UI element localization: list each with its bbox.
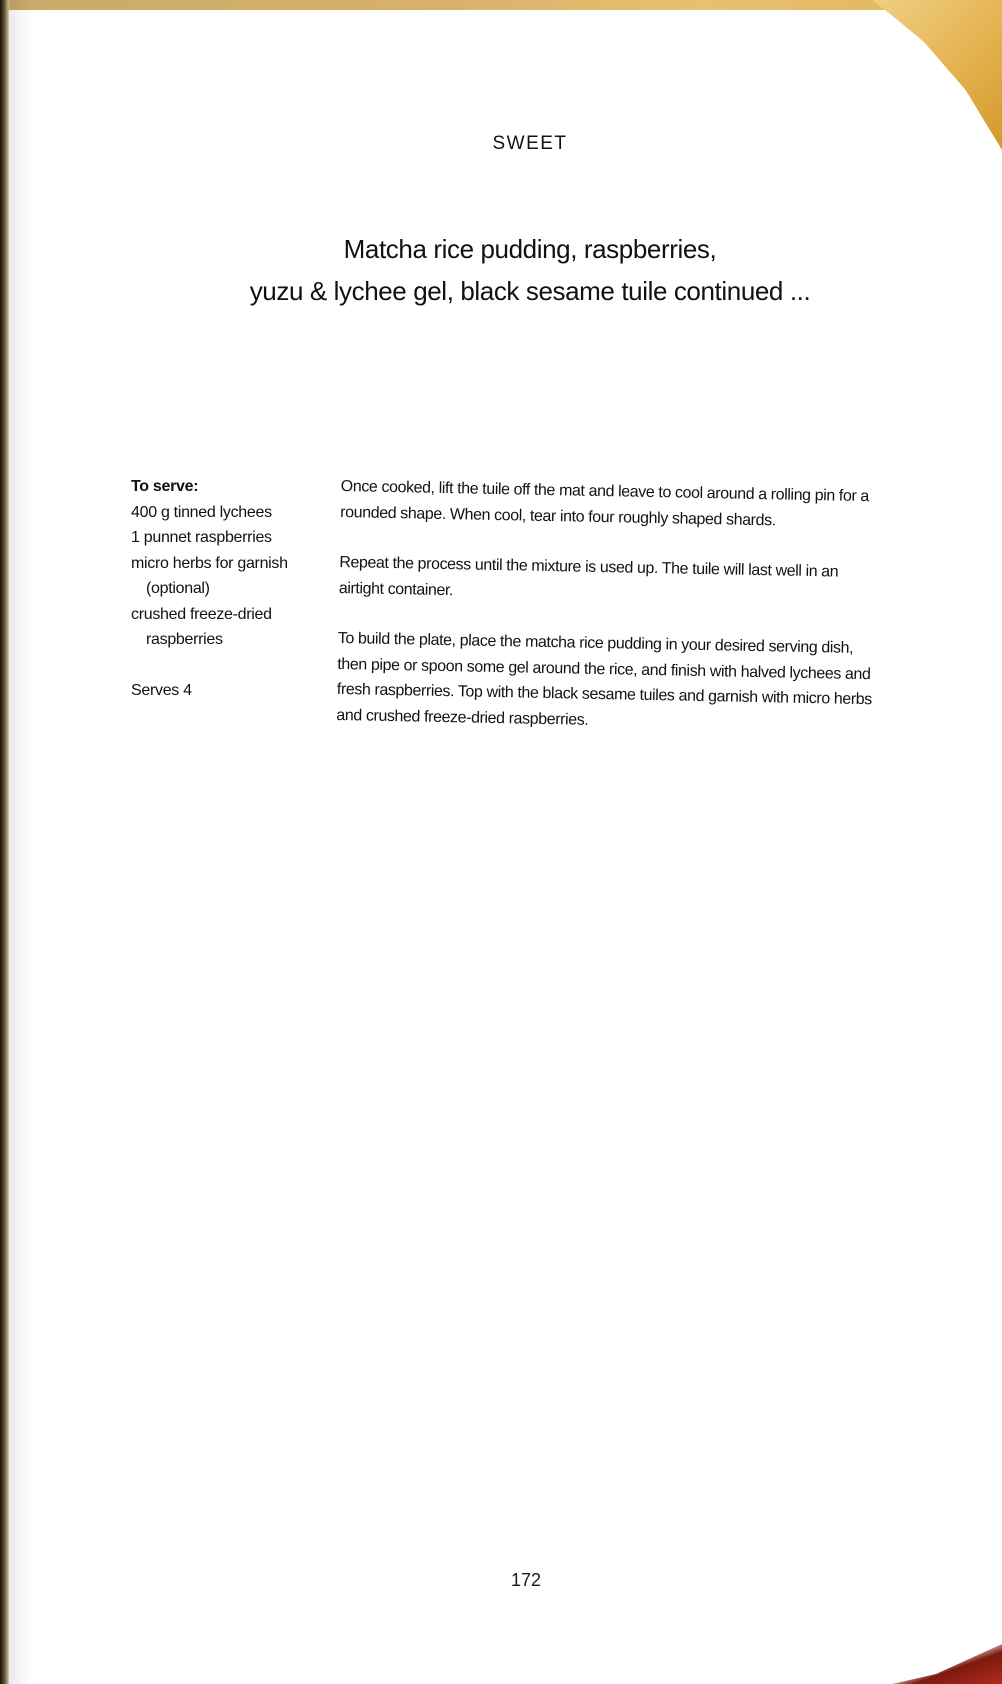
backdrop-top-edge (0, 0, 1002, 10)
ingredients-heading: To serve: (131, 478, 199, 495)
serves-count: Serves 4 (131, 681, 192, 699)
recipe-title-line-1: Matcha rice pudding, raspberries, (343, 234, 717, 264)
recipe-title (0, 228, 1002, 312)
method-paragraph: Repeat the process until the mixture is used up. The tuile will last well in an airtight container. (338, 553, 839, 599)
section-label: SWEET (492, 133, 568, 154)
method-paragraph: To build the plate, place the matcha rice pudding in your desired serving dish, then pipe or spoon some gel around the rice, and finish with halved lychees and fresh raspberries. Top with the black sesame tuiles and garnish with micro herbs and crushed freeze-dried raspberries. (336, 629, 873, 729)
method-column (336, 474, 883, 763)
ingredient-item: crushed freeze-dried raspberries (131, 605, 272, 648)
ingredient-item: micro herbs for garnish (optional) (131, 554, 288, 597)
ingredient-item: 1 punnet raspberries (131, 529, 272, 546)
method-paragraph: Once cooked, lift the tuile off the mat and leave to cool around a rolling pin for a rounded shape. When cool, tear into four roughly shaped shards. (340, 477, 870, 529)
ingredients-column (131, 474, 316, 703)
recipe-title-line-2: yuzu & lychee gel, black sesame tuile continued ... (249, 276, 811, 306)
ingredient-item: 400 g tinned lychees (131, 503, 272, 521)
page-number: 172 (510, 1570, 542, 1590)
